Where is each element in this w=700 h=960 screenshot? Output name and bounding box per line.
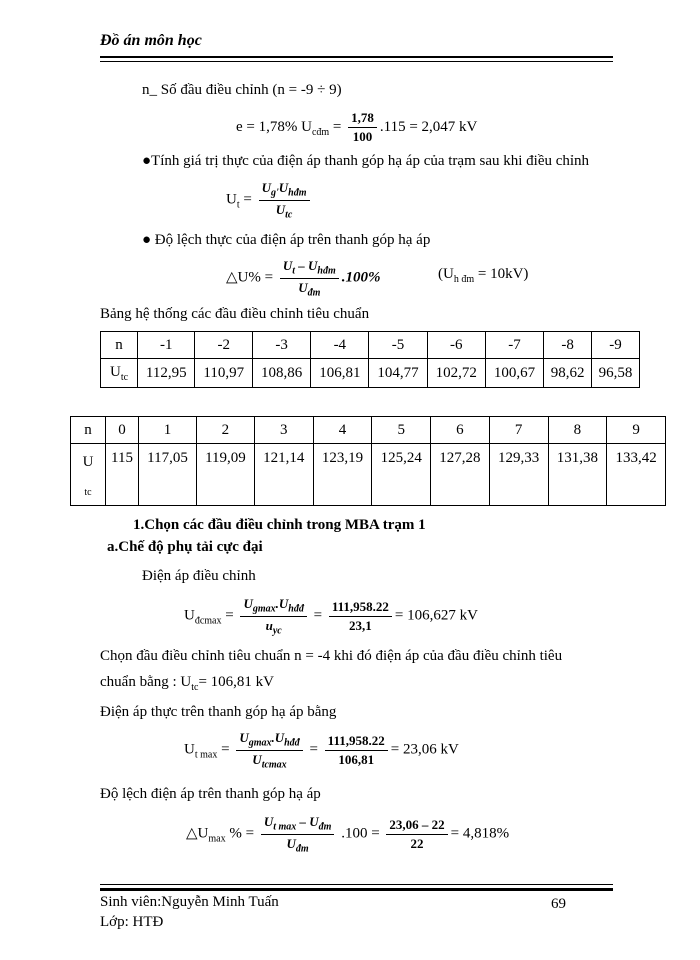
table-cell: 125,24 <box>372 444 431 506</box>
table-cell: 131,38 <box>548 444 607 506</box>
footer-student: Sinh viên:Nguyễn Minh Tuấn <box>100 894 279 910</box>
header-rule-thick <box>100 56 613 58</box>
table-cell: 117,05 <box>139 444 197 506</box>
table-cell: 123,19 <box>313 444 372 506</box>
table-row <box>71 444 666 506</box>
dumax-formula: $\triangle U_{max}$ % = $\frac{U_{t max} - U_{đm}}{U_{đm}}$ .100 = $\frac{23,06 - 22}{22}$ = 4,818% <box>186 814 510 855</box>
table-cell: 112,95 <box>138 359 195 388</box>
ut-formula: $U_t$ = $\frac{U_{g'}U_{hđm}}{U_{tc}}$ <box>226 180 313 220</box>
table-cell: -8 <box>544 332 592 359</box>
table-cell: 127,28 <box>431 444 490 506</box>
table-row <box>101 332 640 359</box>
tap-table-negative <box>100 331 640 388</box>
table-cell: 104,77 <box>369 359 427 388</box>
para-choose-tap-cont: chuẩn bằng : $U_{tc}= 106,81$ kV <box>100 674 274 693</box>
e-formula: e = 1,78% $U_{cđm}$ = $\frac{1,78}{100}$ .115 = 2,047 kV <box>236 110 478 144</box>
table-cell: 96,58 <box>592 359 640 388</box>
table-cell: -1 <box>138 332 195 359</box>
page-number: 69 <box>551 896 566 912</box>
table-cell: -4 <box>311 332 369 359</box>
table-cell: 8 <box>548 417 607 444</box>
table-cell: -2 <box>195 332 252 359</box>
table-cell: 102,72 <box>427 359 485 388</box>
section-heading-1: 1.Chọn các đầu điều chỉnh trong MBA trạm 1 <box>133 517 426 533</box>
para-choose-tap: Chọn đầu điều chỉnh tiêu chuẩn n = -4 khi đó điện áp của đầu điều chỉnh tiêu <box>100 648 563 664</box>
section-heading-1a: a.Chế độ phụ tải cực đại <box>107 539 263 555</box>
table-cell: -5 <box>369 332 427 359</box>
footer-class: Lớp: HTĐ <box>100 914 164 930</box>
du-note: $(U_{h đm} = 10kV)$ <box>438 266 529 285</box>
table-cell: 98,62 <box>544 359 592 388</box>
table-cell: 4 <box>313 417 372 444</box>
taps-label: n_ Số đầu điều chỉnh (n = -9 ÷ 9) <box>142 82 342 98</box>
table-cell: 6 <box>431 417 490 444</box>
para-adjust-voltage: Điện áp điều chỉnh <box>142 568 256 584</box>
table-cell: 5 <box>372 417 431 444</box>
table-cell: -6 <box>427 332 485 359</box>
para-deviation: Độ lệch điện áp trên thanh góp hạ áp <box>100 786 321 802</box>
bullet-real-deviation: ● Độ lệch thực của điện áp trên thanh góp hạ áp <box>142 232 431 248</box>
table-cell: n <box>71 417 106 444</box>
page-header-title: Đồ án môn học <box>100 32 202 49</box>
table-cell: 9 <box>607 417 666 444</box>
table-cell: -7 <box>485 332 543 359</box>
table-row <box>71 417 666 444</box>
table-cell: -3 <box>252 332 310 359</box>
tap-table-positive <box>70 416 666 506</box>
table-cell: 2 <box>196 417 254 444</box>
bullet-real-voltage: ●Tính giá trị thực của điện áp thanh góp hạ áp của trạm sau khi điều chỉnh <box>142 153 590 169</box>
table-cell: 110,97 <box>195 359 252 388</box>
table-cell: 0 <box>106 417 139 444</box>
table-cell: 100,67 <box>485 359 543 388</box>
table-cell: -9 <box>592 332 640 359</box>
table-cell: 129,33 <box>489 444 548 506</box>
table-cell: 108,86 <box>252 359 310 388</box>
table-cell: 115 <box>106 444 139 506</box>
table-cell: 3 <box>254 417 313 444</box>
table-cell: 1 <box>139 417 197 444</box>
table-cell: 119,09 <box>196 444 254 506</box>
table-cell: 121,14 <box>254 444 313 506</box>
du-formula: △U% = $\frac{U_t - U_{hđm}}{U_{đm}}$ .100% <box>226 258 381 299</box>
table-cell: n <box>101 332 138 359</box>
table-cell: U tc <box>71 444 106 506</box>
table-cell: 133,42 <box>607 444 666 506</box>
utmax-formula: $U_{t max}$ = $\frac{U_{gmax}.U_{hđđ}}{U_{tcmax}}$ = $\frac{111,958.22}{106,81}$ = 23,06 kV <box>184 730 459 771</box>
table-cell: 7 <box>489 417 548 444</box>
footer-rule-thick <box>100 888 613 891</box>
table-cell: 106,81 <box>311 359 369 388</box>
header-rule-thin <box>100 61 613 62</box>
udcmax-formula: $U_{đcmax}$ = $\frac{U_{gmax}.U_{hđđ}}{u_{yc}}$ = $\frac{111,958.22}{23,1}$ = 106,627 kV <box>184 596 478 637</box>
footer-rule-thin <box>100 884 613 885</box>
table-title: Bảng hệ thống các đầu điều chỉnh tiêu chuẩn <box>100 306 370 322</box>
table-cell: $U_{tc}$ <box>101 359 138 388</box>
para-real-voltage: Điện áp thực trên thanh góp hạ áp bằng <box>100 704 337 720</box>
table-row <box>101 359 640 388</box>
